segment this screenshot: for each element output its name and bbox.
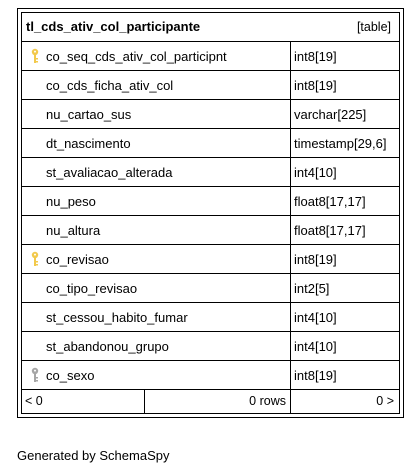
- column-type: int8[19]: [294, 49, 337, 64]
- column-name: co_cds_ficha_ativ_col: [46, 78, 174, 93]
- children-count-cell[interactable]: [291, 390, 399, 413]
- column-row[interactable]: [22, 303, 399, 332]
- children-count: 0 >: [376, 394, 394, 408]
- column-type: timestamp[29,6]: [294, 136, 387, 151]
- column-name-cell: [22, 274, 291, 302]
- table-footer: [22, 390, 399, 413]
- column-name-cell: [22, 158, 291, 186]
- column-name: st_cessou_habito_fumar: [46, 310, 188, 325]
- column-name: co_revisao: [46, 252, 109, 267]
- column-row[interactable]: [22, 187, 399, 216]
- parents-count: < 0: [25, 394, 43, 408]
- column-name-cell: [22, 129, 291, 157]
- column-type: int2[5]: [294, 281, 330, 296]
- column-name: co_sexo: [46, 368, 95, 383]
- column-row[interactable]: [22, 216, 399, 245]
- column-type: int8[19]: [294, 78, 337, 93]
- column-name-cell: [22, 100, 291, 128]
- column-name-cell: [22, 361, 291, 389]
- schema-table: [17, 8, 404, 418]
- column-row[interactable]: [22, 245, 399, 274]
- column-name: nu_cartao_sus: [46, 107, 132, 122]
- column-name-cell: [22, 332, 291, 360]
- column-row[interactable]: [22, 332, 399, 361]
- column-type: varchar[225]: [294, 107, 367, 122]
- primary-key-icon: [31, 48, 39, 64]
- column-type: float8[17,17]: [294, 223, 366, 238]
- column-name: st_avaliacao_alterada: [46, 165, 173, 180]
- foreign-key-icon: [31, 367, 39, 383]
- column-row[interactable]: [22, 100, 399, 129]
- column-name-cell: [22, 303, 291, 331]
- column-row[interactable]: [22, 158, 399, 187]
- table-name[interactable]: tl_cds_ativ_col_participante: [26, 19, 201, 34]
- generated-by-label: Generated by SchemaSpy: [17, 448, 170, 463]
- column-row[interactable]: [22, 42, 399, 71]
- column-name: nu_altura: [46, 223, 101, 238]
- column-name: st_abandonou_grupo: [46, 339, 169, 354]
- column-row[interactable]: [22, 361, 399, 390]
- table-frame: [21, 12, 400, 414]
- column-name: dt_nascimento: [46, 136, 131, 151]
- row-count-cell: [145, 390, 291, 413]
- primary-key-icon: [31, 251, 39, 267]
- column-name: nu_peso: [46, 194, 96, 209]
- table-header[interactable]: [22, 13, 399, 42]
- column-name: co_tipo_revisao: [46, 281, 138, 296]
- column-type: int8[19]: [294, 368, 337, 383]
- column-name-cell: [22, 42, 291, 70]
- column-name: co_seq_cds_ativ_col_participnt: [46, 49, 227, 64]
- column-row[interactable]: [22, 71, 399, 100]
- column-name-cell: [22, 216, 291, 244]
- column-row[interactable]: [22, 129, 399, 158]
- column-type: int4[10]: [294, 165, 337, 180]
- parents-count-cell[interactable]: [22, 390, 145, 413]
- column-type: int4[10]: [294, 310, 337, 325]
- column-name-cell: [22, 71, 291, 99]
- table-kind-label: [table]: [356, 20, 391, 34]
- column-name-cell: [22, 187, 291, 215]
- row-count: 0 rows: [249, 394, 286, 408]
- column-type: int4[10]: [294, 339, 337, 354]
- column-type: float8[17,17]: [294, 194, 366, 209]
- column-row[interactable]: [22, 274, 399, 303]
- column-name-cell: [22, 245, 291, 273]
- column-type: int8[19]: [294, 252, 337, 267]
